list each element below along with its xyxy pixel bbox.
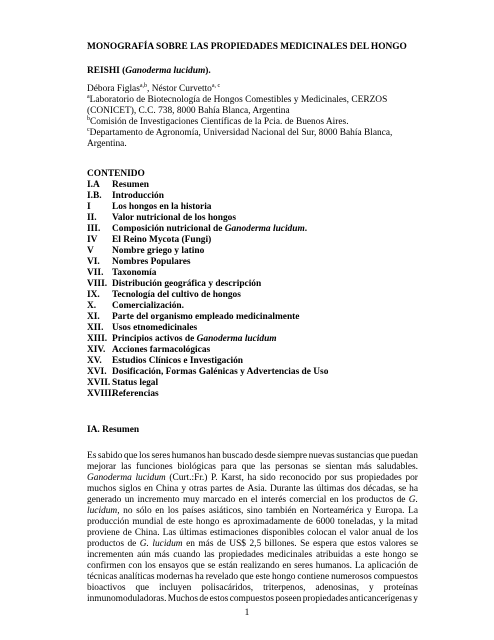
affiliation-text: (CONICET), C.C. 738, 8000 Bahía Blanca, Argentina bbox=[87, 106, 290, 116]
body-word: muy bbox=[182, 495, 200, 505]
body-line bbox=[87, 473, 418, 484]
body-word: la bbox=[386, 517, 394, 527]
affiliation-text: Laboratorio de Biotecnología de Hongos Comestibles y Medicinales, CERZOS bbox=[89, 95, 388, 105]
toc-number: XI. bbox=[87, 312, 100, 322]
body-word: valores bbox=[379, 539, 407, 549]
body-word: bioactivos bbox=[87, 583, 126, 593]
body-word: que bbox=[135, 583, 150, 593]
body-word: últimas bbox=[316, 484, 345, 494]
body-word: China. bbox=[134, 528, 160, 538]
body-word: desde bbox=[254, 451, 276, 461]
body-line bbox=[87, 594, 418, 605]
body-word: que bbox=[241, 462, 256, 472]
body-word: compuestos bbox=[373, 572, 418, 582]
toc-number: XII. bbox=[87, 323, 104, 333]
body-word: Es bbox=[87, 451, 97, 461]
body-word: se bbox=[410, 539, 418, 549]
body-word: las bbox=[303, 484, 314, 494]
toc-number: IV bbox=[87, 235, 98, 245]
body-word: en bbox=[155, 506, 165, 516]
body-word: poseen bbox=[275, 594, 302, 604]
body-word: modernas bbox=[156, 572, 193, 582]
body-word: incrementen bbox=[87, 550, 134, 560]
toc-title: Los hongos en la historia bbox=[112, 202, 212, 212]
body-word: productos bbox=[87, 539, 124, 549]
body-word: buscado bbox=[222, 451, 253, 461]
body-word: con bbox=[128, 561, 142, 571]
body-word: en bbox=[186, 539, 195, 549]
body-word: proviene bbox=[87, 528, 120, 538]
body-word: cuando bbox=[173, 550, 201, 560]
toc-number: III. bbox=[87, 224, 101, 234]
body-word: lucidum, bbox=[87, 506, 120, 516]
body-word: realizando bbox=[240, 561, 280, 571]
body-word: proteínas bbox=[383, 583, 418, 593]
body-word: estos bbox=[357, 539, 377, 549]
body-line bbox=[87, 484, 418, 495]
title-prefix: REISHI ( bbox=[87, 66, 126, 76]
body-word: humanos bbox=[171, 451, 206, 461]
body-word: humanos. bbox=[315, 561, 352, 571]
body-word: de bbox=[127, 539, 137, 549]
body-word: atribuidas bbox=[315, 550, 353, 560]
title-species: Ganoderma lucidum bbox=[125, 66, 206, 76]
body-word: sabido bbox=[97, 451, 123, 461]
body-word: mundial bbox=[132, 517, 164, 527]
body-word: y bbox=[368, 583, 374, 593]
body-word: han bbox=[207, 451, 221, 461]
body-word: incremento bbox=[137, 495, 180, 505]
body-word: y bbox=[378, 517, 384, 527]
body-word: los bbox=[167, 506, 179, 516]
body-word: en bbox=[144, 484, 153, 494]
body-word: sólo bbox=[136, 506, 152, 516]
body-word: incluyen bbox=[159, 583, 192, 593]
body-word: países bbox=[182, 506, 206, 516]
body-word: los bbox=[139, 451, 150, 461]
body-word: disponibles bbox=[261, 528, 305, 538]
toc-number: XIII. bbox=[87, 334, 108, 344]
affiliation-line bbox=[87, 117, 349, 128]
body-word: marcado bbox=[203, 495, 236, 505]
toc-title: Resumen bbox=[112, 180, 149, 190]
page-number: 1 bbox=[244, 608, 250, 618]
toc-title: Tecnología del cultivo de hongos bbox=[112, 290, 241, 300]
body-word: puedan bbox=[390, 451, 418, 461]
body-word: 6000 bbox=[315, 517, 335, 527]
toc-number: XVII. bbox=[87, 378, 111, 388]
body-word: por bbox=[405, 473, 418, 483]
author-1-sup: a,b bbox=[139, 82, 148, 89]
author-1: Débora Figlas bbox=[87, 84, 140, 94]
toc-title: Nombre griego y latino bbox=[112, 246, 205, 256]
body-word: no bbox=[123, 506, 133, 516]
body-line bbox=[87, 506, 418, 517]
affiliation-sup: c bbox=[87, 126, 90, 133]
toc-number: X. bbox=[87, 301, 97, 311]
body-line bbox=[87, 495, 418, 506]
toc-number: V bbox=[87, 246, 94, 256]
body-word: Norteamérica bbox=[312, 506, 364, 516]
body-word: propiedades bbox=[218, 550, 264, 560]
body-word: siglos bbox=[119, 484, 142, 494]
body-word: toneladas, bbox=[337, 517, 376, 527]
toc-number: VIII. bbox=[87, 279, 108, 289]
body-word: otras bbox=[189, 484, 208, 494]
body-word: aún bbox=[137, 550, 151, 560]
body-word: La bbox=[354, 561, 365, 571]
body-word: G. bbox=[139, 539, 149, 549]
body-word: aplicación bbox=[367, 561, 407, 571]
body-word: este bbox=[178, 517, 193, 527]
body-line bbox=[87, 528, 418, 539]
body-word: de bbox=[166, 517, 176, 527]
body-word: US$ bbox=[229, 539, 246, 549]
body-word: contiene bbox=[297, 572, 330, 582]
affiliation-line bbox=[87, 128, 392, 139]
affiliation-line bbox=[87, 95, 387, 106]
toc-number: VI. bbox=[87, 257, 100, 267]
body-word: Europa. bbox=[375, 506, 405, 516]
body-word: asiáticos, bbox=[208, 506, 244, 516]
toc-title: Introducción bbox=[112, 191, 164, 201]
body-word: medicinales bbox=[267, 550, 313, 560]
toc-title: Dosificación, Formas Galénicas y Advertencias de Uso bbox=[112, 367, 329, 377]
body-word: de bbox=[122, 528, 132, 538]
toc-species: Ganoderma lucidum bbox=[224, 224, 305, 234]
body-word: analíticas bbox=[119, 572, 155, 582]
toc-number: II. bbox=[87, 213, 97, 223]
toc-title: Referencias bbox=[112, 389, 159, 399]
body-word: seres bbox=[294, 561, 313, 571]
body-word: más bbox=[154, 550, 170, 560]
body-word: es bbox=[222, 517, 231, 527]
body-word: ensayos bbox=[158, 561, 189, 571]
document-title-line-2 bbox=[87, 66, 211, 77]
body-word: P. bbox=[211, 473, 218, 483]
body-word: colocan bbox=[307, 528, 337, 538]
body-word: polisacáridos, bbox=[201, 583, 254, 593]
body-word: este bbox=[364, 550, 380, 560]
body-word: propiedades bbox=[356, 473, 402, 483]
affiliation-sup: a bbox=[87, 93, 90, 100]
body-word: numerosos bbox=[331, 572, 372, 582]
body-word: se bbox=[312, 462, 321, 472]
body-word: (Curt.:Fr.) bbox=[169, 473, 208, 483]
body-word: billones. bbox=[264, 539, 297, 549]
toc-title: Taxonomía bbox=[112, 268, 157, 278]
body-word: sientan bbox=[325, 462, 352, 472]
toc-title: Principios activos de Ganoderma lucidum bbox=[112, 334, 277, 344]
body-word: aproximadamente bbox=[233, 517, 301, 527]
body-word: productos bbox=[356, 495, 394, 505]
affiliation-text: Comisión de Investigaciones Científicas de la Pcia. de Buenos Aires. bbox=[90, 117, 349, 127]
body-word: hongo bbox=[195, 517, 220, 527]
body-word: Durante bbox=[270, 484, 301, 494]
body-line bbox=[87, 539, 418, 550]
section-heading: IA. Resumen bbox=[87, 425, 140, 435]
toc-title: Usos etnomedicinales bbox=[112, 323, 198, 333]
body-word: anticancerígenas bbox=[349, 594, 412, 604]
body-word: que bbox=[123, 451, 138, 461]
body-word: técnicas bbox=[87, 572, 118, 582]
body-word: se bbox=[410, 550, 418, 560]
author-2: , Néstor Curvetto bbox=[147, 84, 212, 94]
toc-number: XVIII. bbox=[87, 389, 114, 399]
body-word: a bbox=[356, 550, 361, 560]
body-word: funciones bbox=[136, 462, 173, 472]
body-word: en bbox=[299, 506, 309, 516]
body-word: el bbox=[250, 495, 258, 505]
affiliation-line bbox=[87, 106, 290, 117]
body-word: que bbox=[340, 539, 354, 549]
body-word: estos bbox=[209, 594, 229, 604]
toc-number: I.A bbox=[87, 180, 100, 190]
affiliation-sup: b bbox=[87, 115, 90, 122]
body-word: mitad bbox=[396, 517, 418, 527]
body-word: los bbox=[407, 528, 418, 538]
toc-number: VII. bbox=[87, 268, 104, 278]
body-word: de bbox=[303, 517, 313, 527]
body-line bbox=[87, 462, 418, 473]
toc-title: Status legal bbox=[112, 378, 159, 388]
toc-title: Estudios Clínicos e Investigación bbox=[112, 356, 244, 366]
body-word: que bbox=[191, 561, 205, 571]
body-word: más bbox=[198, 539, 214, 549]
document-title-line-1: MONOGRAFÍA SOBRE LAS PROPIEDADES MEDICINALES DEL HONGO bbox=[87, 42, 407, 52]
body-line bbox=[87, 572, 418, 583]
body-word: nuevas bbox=[308, 451, 335, 461]
body-word: triterpenos, bbox=[263, 583, 306, 593]
body-word: China bbox=[155, 484, 179, 494]
author-2-sup: a, c bbox=[211, 82, 221, 89]
body-word: de bbox=[395, 528, 404, 538]
body-word: seres bbox=[151, 451, 171, 461]
body-word: de bbox=[235, 484, 245, 494]
body-word: Ganoderma bbox=[87, 473, 132, 483]
toc-number: XIV. bbox=[87, 345, 106, 355]
body-word: los bbox=[144, 561, 156, 571]
body-word: sino bbox=[246, 506, 263, 516]
body-word: lucidum bbox=[135, 473, 166, 483]
body-word: un bbox=[124, 495, 135, 505]
body-word: dos bbox=[347, 484, 361, 494]
toc-title: Comercialización. bbox=[112, 301, 184, 311]
body-word: este bbox=[255, 572, 271, 582]
body-word: saludables. bbox=[376, 462, 418, 472]
toc-title: Distribución geográfica y descripción bbox=[112, 279, 262, 289]
toc-number: XV. bbox=[87, 356, 102, 366]
affiliation-line bbox=[87, 139, 127, 150]
body-word: comercial bbox=[289, 495, 327, 505]
body-line bbox=[87, 550, 418, 561]
body-word: mejorar bbox=[87, 462, 117, 472]
toc-number: IX. bbox=[87, 290, 100, 300]
body-word: se bbox=[398, 484, 407, 494]
body-word: compuestos bbox=[229, 594, 274, 604]
body-word: estimaciones bbox=[209, 528, 259, 538]
toc-species: Ganoderma lucidum bbox=[196, 334, 277, 344]
body-word: en bbox=[329, 495, 339, 505]
body-word: siempre bbox=[277, 451, 308, 461]
body-word: G. bbox=[408, 495, 418, 505]
body-word: Asia. bbox=[247, 484, 268, 494]
body-word: las bbox=[120, 462, 132, 472]
body-line bbox=[87, 583, 418, 594]
body-word: anual bbox=[371, 528, 393, 538]
body-word: adenosinas, bbox=[315, 583, 359, 593]
body-word: que bbox=[239, 572, 254, 582]
toc-title: Composición nutricional de Ganoderma lucidum. bbox=[112, 224, 308, 234]
body-word: La bbox=[408, 506, 418, 516]
body-word: espera bbox=[312, 539, 337, 549]
body-word: personas bbox=[275, 462, 308, 472]
body-word: revelado bbox=[205, 572, 239, 582]
affiliation-text: Departamento de Agronomía, Universidad Nacional del Sur, 8000 Bahía Blanca, bbox=[89, 128, 393, 138]
body-word: de bbox=[216, 539, 226, 549]
body-word: ha bbox=[194, 572, 204, 582]
contents-heading: CONTENIDO bbox=[87, 169, 145, 179]
body-word: más bbox=[356, 462, 372, 472]
toc-title: Valor nutricional de los hongos bbox=[112, 213, 236, 223]
toc-number: XVI. bbox=[87, 367, 107, 377]
toc-title: Nombres Populares bbox=[112, 257, 191, 267]
body-word: Karst, bbox=[221, 473, 244, 483]
body-word: para bbox=[220, 462, 237, 472]
toc-number: I bbox=[87, 202, 91, 212]
toc-title: Acciones farmacológicas bbox=[112, 345, 211, 355]
body-word: sido bbox=[260, 473, 276, 483]
body-word: de bbox=[199, 594, 209, 604]
title-suffix: ). bbox=[205, 66, 211, 76]
body-line bbox=[87, 517, 418, 528]
body-word: y bbox=[366, 506, 372, 516]
body-word: también bbox=[266, 506, 297, 516]
authors-line bbox=[87, 84, 220, 95]
body-word: 2,5 bbox=[249, 539, 262, 549]
body-word: generado bbox=[87, 495, 122, 505]
body-line bbox=[87, 561, 418, 572]
body-word: por bbox=[324, 473, 338, 483]
body-word: últimas bbox=[179, 528, 207, 538]
body-word: el bbox=[339, 528, 347, 538]
toc-title: El Reino Mycota (Fungi) bbox=[112, 235, 212, 245]
body-word: confirmen bbox=[87, 561, 126, 571]
body-word: de bbox=[396, 495, 406, 505]
body-word: en bbox=[282, 561, 292, 571]
body-line bbox=[87, 451, 418, 462]
body-word: están bbox=[218, 561, 238, 571]
body-word: ha bbox=[247, 473, 257, 483]
body-word: producción bbox=[87, 517, 130, 527]
body-word: reconocido bbox=[279, 473, 321, 483]
affiliation-text: Argentina. bbox=[87, 139, 127, 149]
body-word: sustancias bbox=[336, 451, 375, 461]
body-word: Las bbox=[162, 528, 177, 538]
body-word: las bbox=[259, 462, 271, 472]
body-word: lucidum bbox=[152, 539, 183, 549]
body-word: partes bbox=[210, 484, 233, 494]
body-word: inmunomoduladoras. bbox=[87, 594, 167, 604]
body-word: los bbox=[341, 495, 353, 505]
body-word: valor bbox=[349, 528, 369, 538]
body-word: las bbox=[204, 550, 215, 560]
body-word: biológicas bbox=[177, 462, 216, 472]
body-word: se bbox=[207, 561, 216, 571]
body-word: interés bbox=[261, 495, 287, 505]
body-word: y bbox=[181, 484, 187, 494]
toc-title: Parte del organismo empleado medicinalmente bbox=[112, 312, 300, 322]
body-word: Se bbox=[300, 539, 310, 549]
body-word: Muchos bbox=[167, 594, 198, 604]
body-word: en bbox=[238, 495, 248, 505]
toc-number: I.B. bbox=[87, 191, 102, 201]
body-word: décadas, bbox=[363, 484, 396, 494]
body-word: propiedades bbox=[302, 594, 349, 604]
body-word: ha bbox=[409, 484, 418, 494]
body-word: sus bbox=[340, 473, 353, 483]
body-word: hongo bbox=[272, 572, 296, 582]
body-word: que bbox=[375, 451, 390, 461]
body-word: hongo bbox=[382, 550, 407, 560]
body-word: y bbox=[413, 594, 418, 604]
body-word: muchos bbox=[87, 484, 117, 494]
body-word: de bbox=[409, 561, 418, 571]
